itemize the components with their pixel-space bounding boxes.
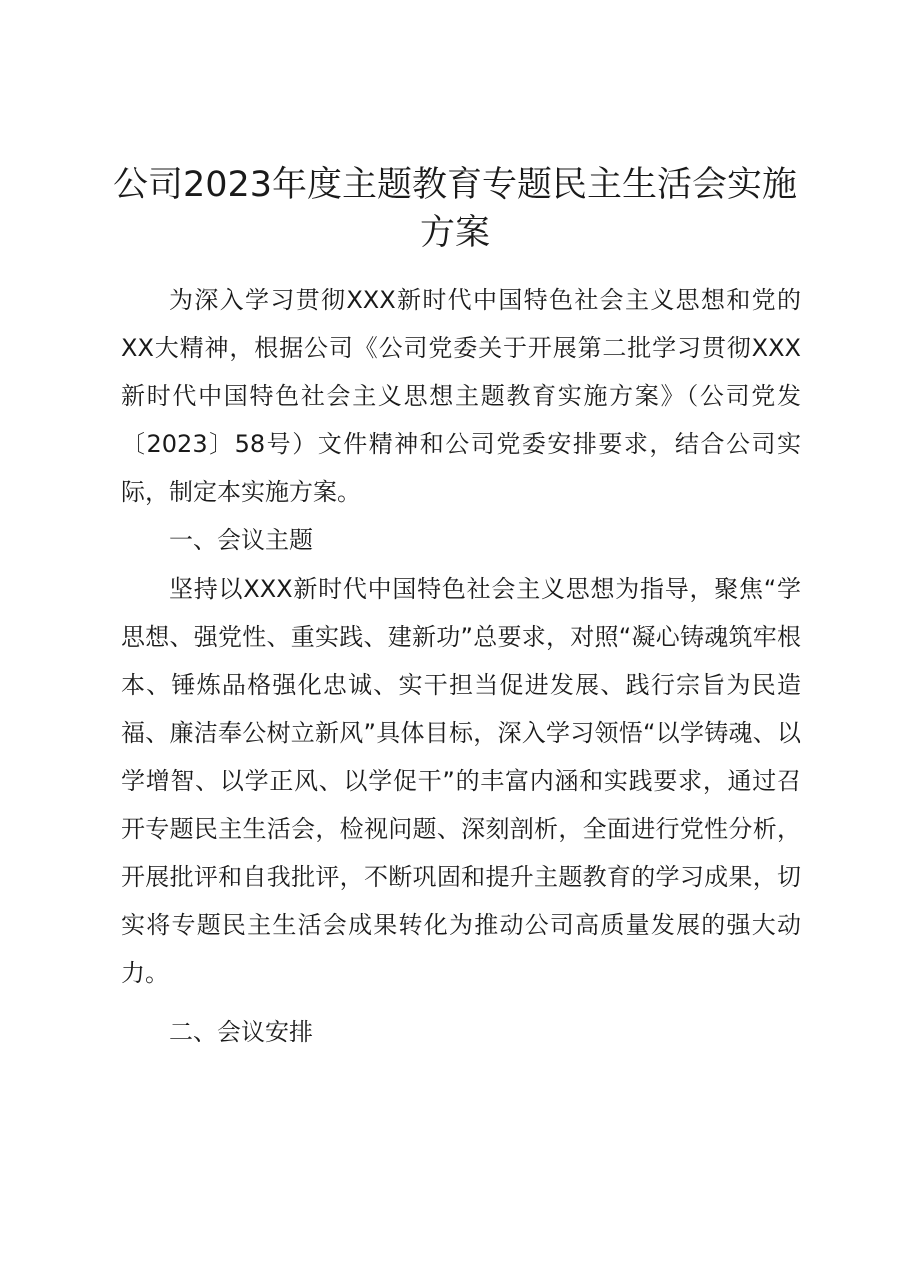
document-body (121, 276, 801, 1057)
intro-paragraph: 为深入学习贯彻XXX新时代中国特色社会主义思想和党的XX大精神，根据公司《公司党委关于开展第二批学习贯彻XXX新时代中国特色社会主义思想主题教育实施方案》（公司党发〔2023〕58号）文件精神和公司党委安排要求，结合公司实际，制定本实施方案。 (121, 286, 801, 507)
document-title-line-1: 公司2023年度主题教育专题民主生活会实施 (112, 165, 798, 205)
section-heading-meeting-theme: 一、会议主题 (169, 526, 313, 555)
document-title-line-2: 方案 (419, 213, 490, 253)
section-heading-meeting-arrangement: 二、会议安排 (169, 1018, 313, 1047)
meeting-theme-paragraph: 坚持以XXX新时代中国特色社会主义思想为指导，聚焦“学思想、强党性、重实践、建新功”总要求，对照“凝心铸魂筑牢根本、锤炼品格强化忠诚、实干担当促进发展、践行宗旨为民造福、廉洁奉公树立新风”具体目标，深入学习领悟“以学铸魂、以学增智、以学正风、以学促干”的丰富内涵和实践要求，通过召开专题民主生活会，检视问题、深刻剖析，全面进行党性分析，开展批评和自我批评，不断巩固和提升主题教育的学习成果，切实将专题民主生活会成果转化为推动公司高质量发展的强大动力。 (121, 574, 801, 988)
